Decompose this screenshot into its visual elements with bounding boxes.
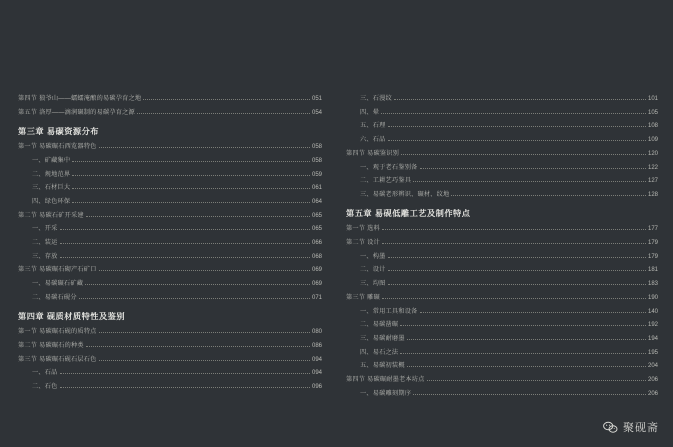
toc-entry-page-number: 195 <box>647 349 658 356</box>
toc-chapter-heading[interactable]: 第四章 砚质材质特性及鉴别 <box>18 312 126 322</box>
toc-entry[interactable] <box>346 151 658 157</box>
toc-entry-page-number: 086 <box>311 342 322 349</box>
toc-entry-label: 五、易碳初装概 <box>360 362 405 370</box>
toc-leader-dots <box>451 194 646 196</box>
toc-entry-page-number: 051 <box>311 96 322 102</box>
toc-leader-dots <box>394 98 646 100</box>
toc-entry-label: 第二节 设计 <box>346 239 380 247</box>
toc-entry-page-number: 061 <box>311 185 322 192</box>
toc-leader-dots <box>381 112 646 114</box>
toc-entry[interactable] <box>360 137 658 143</box>
toc-entry[interactable] <box>360 123 658 129</box>
toc-entry-label: 第四节 狼爷山——蠕蠕淹酿的易碳孕育之地 <box>18 95 142 102</box>
toc-entry-page-number: 094 <box>311 356 322 363</box>
toc-entry-label: 四、绿色环保 <box>32 197 71 205</box>
toc-leader-dots <box>401 153 646 155</box>
toc-entry[interactable] <box>360 96 658 102</box>
toc-entry[interactable] <box>32 384 322 390</box>
toc-entry-page-number: 068 <box>311 253 322 260</box>
toc-entry-label: 第五节 洛厚——滴润碾制的易碳孕育之源 <box>18 108 135 116</box>
toc-entry[interactable] <box>18 213 322 219</box>
toc-entry-label: 第三节 易碳碾石砚石层石色 <box>18 355 97 363</box>
toc-entry-label: 六、石品 <box>360 136 386 144</box>
toc-entry-page-number: 058 <box>311 144 322 151</box>
toc-entry-label: 二、设计 <box>360 266 386 274</box>
toc-entry[interactable] <box>346 377 658 383</box>
toc-leader-dots <box>382 242 646 244</box>
toc-entry-label: 一、常用工具和设备 <box>360 307 418 315</box>
toc-leader-dots <box>86 345 310 347</box>
toc-entry[interactable] <box>360 363 658 369</box>
toc-entry-page-number: 128 <box>647 191 658 198</box>
toc-entry-label: 一、易碳碾石矿藏 <box>32 280 84 288</box>
toc-entry-label: 一、易碳雕刻期序 <box>360 389 412 397</box>
toc-entry[interactable] <box>18 144 322 150</box>
toc-leader-dots <box>382 228 646 230</box>
toc-leader-dots <box>72 187 310 189</box>
toc-entry-label: 二、石色 <box>32 383 58 391</box>
toc-entry-label: 三、存放 <box>32 252 58 260</box>
toc-leader-dots <box>137 112 310 114</box>
toc-entry-page-number: 069 <box>311 267 322 274</box>
toc-leader-dots <box>400 324 646 326</box>
toc-entry-page-number: 094 <box>311 370 322 377</box>
toc-entry[interactable] <box>18 267 322 273</box>
toc-entry-page-number: 206 <box>647 377 658 384</box>
seal-icon <box>603 421 618 434</box>
toc-leader-dots <box>407 338 646 340</box>
toc-entry-page-number: 071 <box>311 294 322 301</box>
toc-leader-dots <box>79 297 310 299</box>
toc-entry[interactable] <box>360 165 658 171</box>
toc-entry[interactable] <box>32 226 322 232</box>
toc-leader-dots <box>60 372 310 374</box>
toc-entry-label: 一、石品 <box>32 369 58 377</box>
toc-entry-page-number: 066 <box>311 240 322 247</box>
toc-entry-page-number: 108 <box>647 123 658 130</box>
toc-leader-dots <box>99 269 310 271</box>
signature-text: 聚砚斋 <box>623 421 659 434</box>
toc-entry-label: 二、规地范界 <box>32 170 71 178</box>
toc-leader-dots <box>99 359 310 361</box>
toc-entry-page-number: 069 <box>311 281 322 288</box>
toc-columns <box>0 96 673 426</box>
toc-entry-page-number: 192 <box>647 322 658 329</box>
toc-entry-label: 一、观于老石鉴别备 <box>360 163 418 171</box>
toc-entry[interactable] <box>32 240 322 246</box>
watermark-signature <box>603 419 659 435</box>
toc-entry-label: 二、装运 <box>32 239 58 247</box>
toc-entry-page-number: 080 <box>311 329 322 336</box>
toc-entry[interactable] <box>360 178 658 184</box>
toc-entry[interactable] <box>360 192 658 198</box>
toc-right-column <box>336 96 672 426</box>
toc-entry-page-number: 179 <box>647 240 658 247</box>
toc-entry-page-number: 065 <box>311 226 322 233</box>
toc-entry-label: 三、石漫纹 <box>360 95 392 102</box>
toc-leader-dots <box>388 269 646 271</box>
toc-leader-dots <box>420 167 646 169</box>
toc-entry[interactable] <box>360 322 658 328</box>
toc-leader-dots <box>413 180 646 182</box>
toc-entry[interactable] <box>346 295 658 301</box>
toc-entry-page-number: 065 <box>311 212 322 219</box>
toc-entry-label: 第三节 易碳碾石砌产石矿口 <box>18 266 97 274</box>
toc-leader-dots <box>420 311 646 313</box>
toc-entry-page-number: 181 <box>647 267 658 274</box>
toc-entry-label: 第二节 易碳碾石的种类 <box>18 341 84 349</box>
toc-entry-page-number: 194 <box>647 335 658 342</box>
toc-entry-page-number: 109 <box>647 137 658 144</box>
toc-leader-dots <box>60 242 310 244</box>
toc-entry-label: 一、构墨 <box>360 252 386 260</box>
toc-entry-label: 第一节 易碳碾石西览器特色 <box>18 143 97 151</box>
toc-leader-dots <box>72 174 310 176</box>
toc-entry[interactable] <box>32 158 322 164</box>
toc-entry-label: 一、开采 <box>32 225 58 233</box>
toc-entry-label: 二、易碳凿碾 <box>360 321 399 329</box>
toc-entry[interactable] <box>32 254 322 260</box>
toc-entry-page-number: 206 <box>647 390 658 397</box>
toc-entry[interactable] <box>360 281 658 287</box>
toc-entry-page-number: 064 <box>311 198 322 205</box>
toc-entry[interactable] <box>346 226 658 232</box>
toc-entry-page-number: 120 <box>647 150 658 157</box>
toc-leader-dots <box>60 386 310 388</box>
toc-entry[interactable] <box>360 350 658 356</box>
toc-leader-dots <box>407 365 646 367</box>
toc-entry[interactable] <box>360 110 658 116</box>
toc-entry[interactable] <box>32 199 322 205</box>
toc-entry-label: 三、石材巨大 <box>32 184 71 192</box>
toc-entry-label: 三、易碳老形辨识、碾材、纹地 <box>360 190 450 198</box>
toc-entry-label: 二、工耕艺巧鉴具 <box>360 177 412 185</box>
toc-leader-dots <box>72 160 310 162</box>
toc-entry-label: 第二节 易碳石矿开采建 <box>18 211 84 219</box>
toc-entry-page-number: 140 <box>647 308 658 315</box>
toc-entry-label: 第四节 易碳鉴识别 <box>346 149 400 157</box>
toc-leader-dots <box>427 379 646 381</box>
toc-leader-dots <box>85 283 310 285</box>
toc-entry-page-number: 177 <box>647 226 658 233</box>
toc-entry-label: 第一节 易碳碾石砚的质特点 <box>18 328 97 336</box>
toc-entry[interactable] <box>32 370 322 376</box>
toc-entry-page-number: 204 <box>647 363 658 370</box>
toc-entry-page-number: 058 <box>311 157 322 164</box>
toc-leader-dots <box>99 331 310 333</box>
toc-leader-dots <box>60 228 310 230</box>
toc-entry[interactable] <box>18 329 322 335</box>
toc-leader-dots <box>72 201 310 203</box>
toc-entry[interactable] <box>360 267 658 273</box>
toc-entry[interactable] <box>18 357 322 363</box>
toc-leader-dots <box>60 256 310 258</box>
toc-leader-dots <box>86 215 310 217</box>
toc-entry-label: 第四节 易碳碾耐墨老本坊点 <box>346 376 425 384</box>
toc-entry-page-number: 059 <box>311 171 322 178</box>
toc-entry-page-number: 190 <box>647 294 658 301</box>
toc-chapter-heading[interactable]: 第五章 易砚低雕工艺及制作特点 <box>346 209 471 219</box>
toc-entry-page-number: 179 <box>647 253 658 260</box>
toc-entry-label: 第三节 雕碾 <box>346 293 380 301</box>
toc-entry[interactable] <box>18 343 322 349</box>
toc-entry-page-number: 105 <box>647 109 658 116</box>
toc-entry-page-number: 122 <box>647 164 658 171</box>
toc-entry-label: 二、易碳石砚分 <box>32 293 77 301</box>
toc-entry-label: 五、石理 <box>360 122 386 130</box>
toc-entry-page-number: 054 <box>311 109 322 116</box>
toc-entry-label: 三、均图 <box>360 280 386 288</box>
toc-entry[interactable] <box>360 336 658 342</box>
toc-leader-dots <box>382 297 646 299</box>
toc-entry[interactable] <box>18 110 322 116</box>
toc-leader-dots <box>388 125 646 127</box>
toc-entry[interactable] <box>360 254 658 260</box>
toc-leader-dots <box>400 352 646 354</box>
toc-entry[interactable] <box>360 309 658 315</box>
toc-entry-page-number: 127 <box>647 178 658 185</box>
toc-leader-dots <box>388 139 646 141</box>
toc-entry[interactable] <box>32 185 322 191</box>
toc-chapter-heading[interactable]: 第三章 易碳资源分布 <box>18 126 99 136</box>
toc-entry[interactable] <box>346 240 658 246</box>
toc-entry[interactable] <box>32 281 322 287</box>
toc-leader-dots <box>99 146 310 148</box>
toc-entry-page-number: 183 <box>647 281 658 288</box>
toc-entry-label: 三、易碳耐磨墨 <box>360 334 405 342</box>
toc-leader-dots <box>143 98 310 100</box>
toc-entry-label: 一、矿藏集中 <box>32 156 71 164</box>
toc-entry[interactable] <box>18 96 322 102</box>
toc-leader-dots <box>413 393 646 395</box>
toc-entry[interactable] <box>360 391 658 397</box>
toc-entry[interactable] <box>32 295 322 301</box>
toc-entry-label: 四、易石之法 <box>360 348 399 356</box>
toc-entry[interactable] <box>32 172 322 178</box>
toc-left-column <box>0 96 336 426</box>
toc-entry-label: 第一节 选料 <box>346 225 380 233</box>
toc-entry-label: 四、晕 <box>360 108 380 116</box>
toc-leader-dots <box>388 283 646 285</box>
toc-entry-page-number: 101 <box>647 96 658 102</box>
toc-entry-page-number: 096 <box>311 384 322 391</box>
toc-leader-dots <box>388 256 646 258</box>
